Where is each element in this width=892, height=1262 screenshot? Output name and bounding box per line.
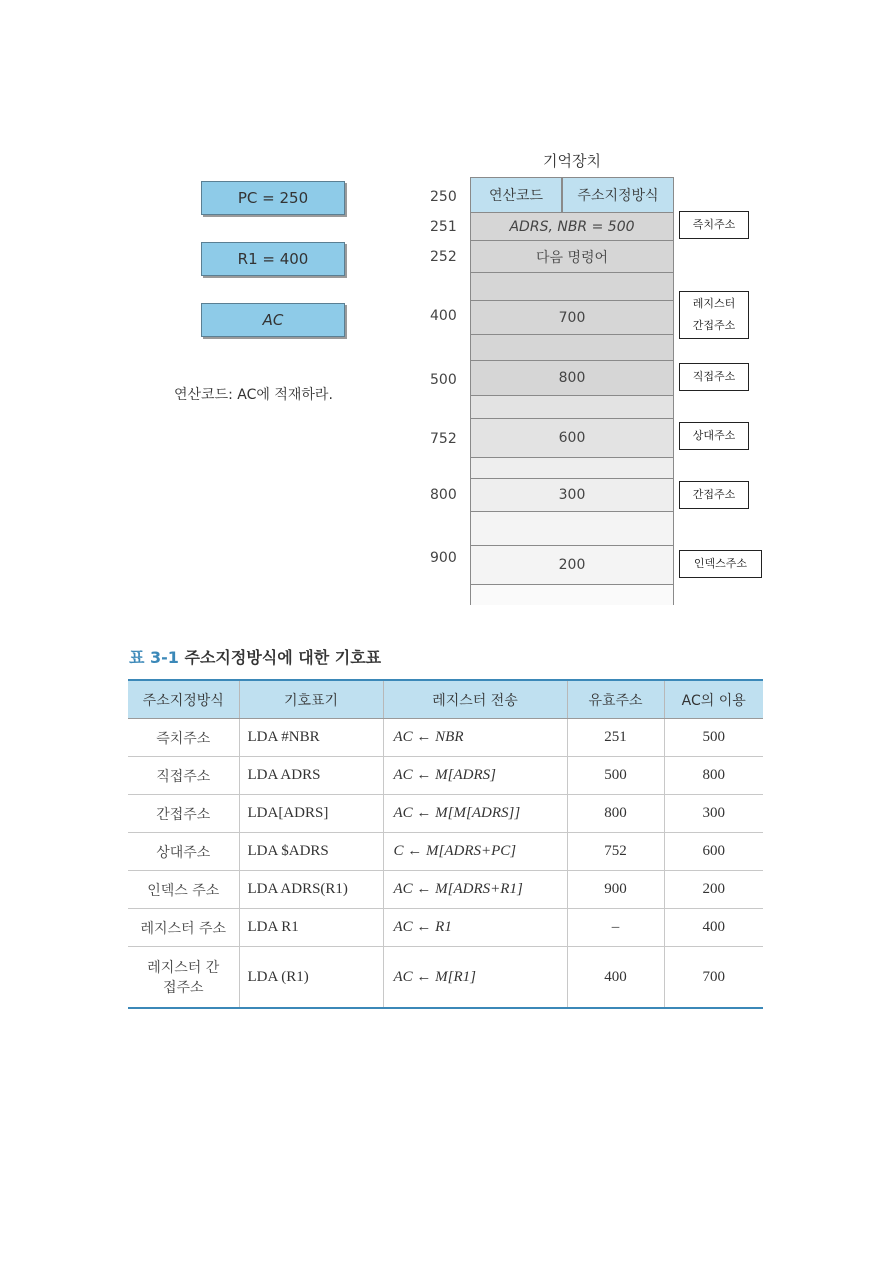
header-mode: 주소지정방식 [128, 680, 239, 719]
cell-mode: 간접주소 [128, 795, 239, 833]
table-caption-title: 주소지정방식에 대한 기호표 [184, 648, 382, 667]
cell-effective-address: 400 [567, 947, 664, 1009]
cell-transfer: AC ← M[R1] [383, 947, 567, 1009]
table-row [128, 947, 763, 1009]
cell-symbol: LDA ADRS [239, 757, 383, 795]
cell-ac-content: 200 [664, 871, 763, 909]
cell-mode: 즉치주소 [128, 719, 239, 757]
memory-cell-251-value: ADRS, NBR = 500 [509, 218, 635, 235]
memory-cell-gap [470, 511, 674, 546]
table-row [128, 833, 763, 871]
opcode-caption: 연산코드: AC에 적재하라. [174, 387, 333, 403]
memory-cell-gap [470, 584, 674, 605]
memory-cell-gap [470, 272, 674, 301]
cell-mode: 인덱스 주소 [128, 871, 239, 909]
mode-label-indexed: 인덱스주소 [679, 550, 762, 578]
mode-label-register-indirect-line2: 간접주소 [692, 319, 736, 332]
address-500: 500 [430, 372, 457, 388]
memory-cell-752: 600 [470, 418, 674, 458]
table-row [128, 909, 763, 947]
table-row [128, 795, 763, 833]
address-900: 900 [430, 550, 457, 566]
memory-header-opcode: 연산코드 [470, 177, 562, 213]
memory-cell-251 [470, 212, 674, 241]
mode-label-register-indirect [679, 291, 749, 339]
table-row [128, 871, 763, 909]
cell-transfer: C ← M[ADRS+PC] [383, 833, 567, 871]
header-transfer: 레지스터 전송 [383, 680, 567, 719]
table-caption-number: 표 3-1 [129, 648, 179, 667]
memory-header-mode: 주소지정방식 [562, 177, 674, 213]
cell-symbol: LDA ADRS(R1) [239, 871, 383, 909]
addressing-mode-table [128, 679, 763, 1009]
header-effective-address: 유효주소 [567, 680, 664, 719]
cell-ac-content: 800 [664, 757, 763, 795]
cell-ac-content: 300 [664, 795, 763, 833]
cell-effective-address: 251 [567, 719, 664, 757]
mode-label-immediate: 즉치주소 [679, 211, 749, 239]
memory-cell-gap [470, 334, 674, 361]
cell-transfer: AC ← M[M[ADRS]] [383, 795, 567, 833]
address-800: 800 [430, 487, 457, 503]
r1-register-label: R1 = 400 [237, 250, 309, 268]
cell-effective-address: 752 [567, 833, 664, 871]
memory-cell-gap [470, 395, 674, 419]
cell-transfer: AC ← R1 [383, 909, 567, 947]
header-symbol: 기호표기 [239, 680, 383, 719]
cell-symbol: LDA $ADRS [239, 833, 383, 871]
cell-transfer: AC ← M[ADRS] [383, 757, 567, 795]
cell-effective-address: 800 [567, 795, 664, 833]
ac-register [201, 303, 345, 337]
pc-register [201, 181, 345, 215]
mode-label-indirect: 간접주소 [679, 481, 749, 509]
r1-register [201, 242, 345, 276]
cell-ac-content: 700 [664, 947, 763, 1009]
cell-effective-address: 500 [567, 757, 664, 795]
cell-effective-address: – [567, 909, 664, 947]
cell-mode: 레지스터 주소 [128, 909, 239, 947]
address-400: 400 [430, 308, 457, 324]
cell-effective-address: 900 [567, 871, 664, 909]
pc-register-label: PC = 250 [237, 189, 309, 207]
cell-mode: 레지스터 간접주소 [147, 960, 220, 996]
memory-cell-252: 다음 명령어 [470, 240, 674, 273]
mode-label-register-indirect-line1: 레지스터 [692, 297, 736, 310]
memory-header-row [470, 177, 674, 213]
address-250: 250 [430, 189, 457, 205]
cell-mode: 직접주소 [128, 757, 239, 795]
memory-cell-400: 700 [470, 300, 674, 335]
cell-symbol: LDA R1 [239, 909, 383, 947]
cell-symbol: LDA #NBR [239, 719, 383, 757]
memory-cell-900: 200 [470, 545, 674, 585]
cell-ac-content: 600 [664, 833, 763, 871]
address-252: 252 [430, 249, 457, 265]
memory-cell-gap [470, 457, 674, 479]
table-row [128, 757, 763, 795]
cell-ac-content: 500 [664, 719, 763, 757]
address-251: 251 [430, 219, 457, 235]
header-ac-content: AC의 이용 [664, 680, 763, 719]
cell-symbol: LDA[ADRS] [239, 795, 383, 833]
cell-symbol: LDA (R1) [239, 947, 383, 1009]
cell-mode: 상대주소 [128, 833, 239, 871]
table-caption [129, 645, 381, 668]
cell-ac-content: 400 [664, 909, 763, 947]
memory-cell-500: 800 [470, 360, 674, 396]
mode-label-relative: 상대주소 [679, 422, 749, 450]
table-header-row [128, 680, 763, 719]
mode-label-direct: 직접주소 [679, 363, 749, 391]
address-752: 752 [430, 431, 457, 447]
cell-transfer: AC ← NBR [383, 719, 567, 757]
memory-cell-800: 300 [470, 478, 674, 512]
memory-title: 기억장치 [543, 152, 601, 170]
table-row [128, 719, 763, 757]
ac-register-label: AC [262, 311, 284, 329]
cell-transfer: AC ← M[ADRS+R1] [383, 871, 567, 909]
